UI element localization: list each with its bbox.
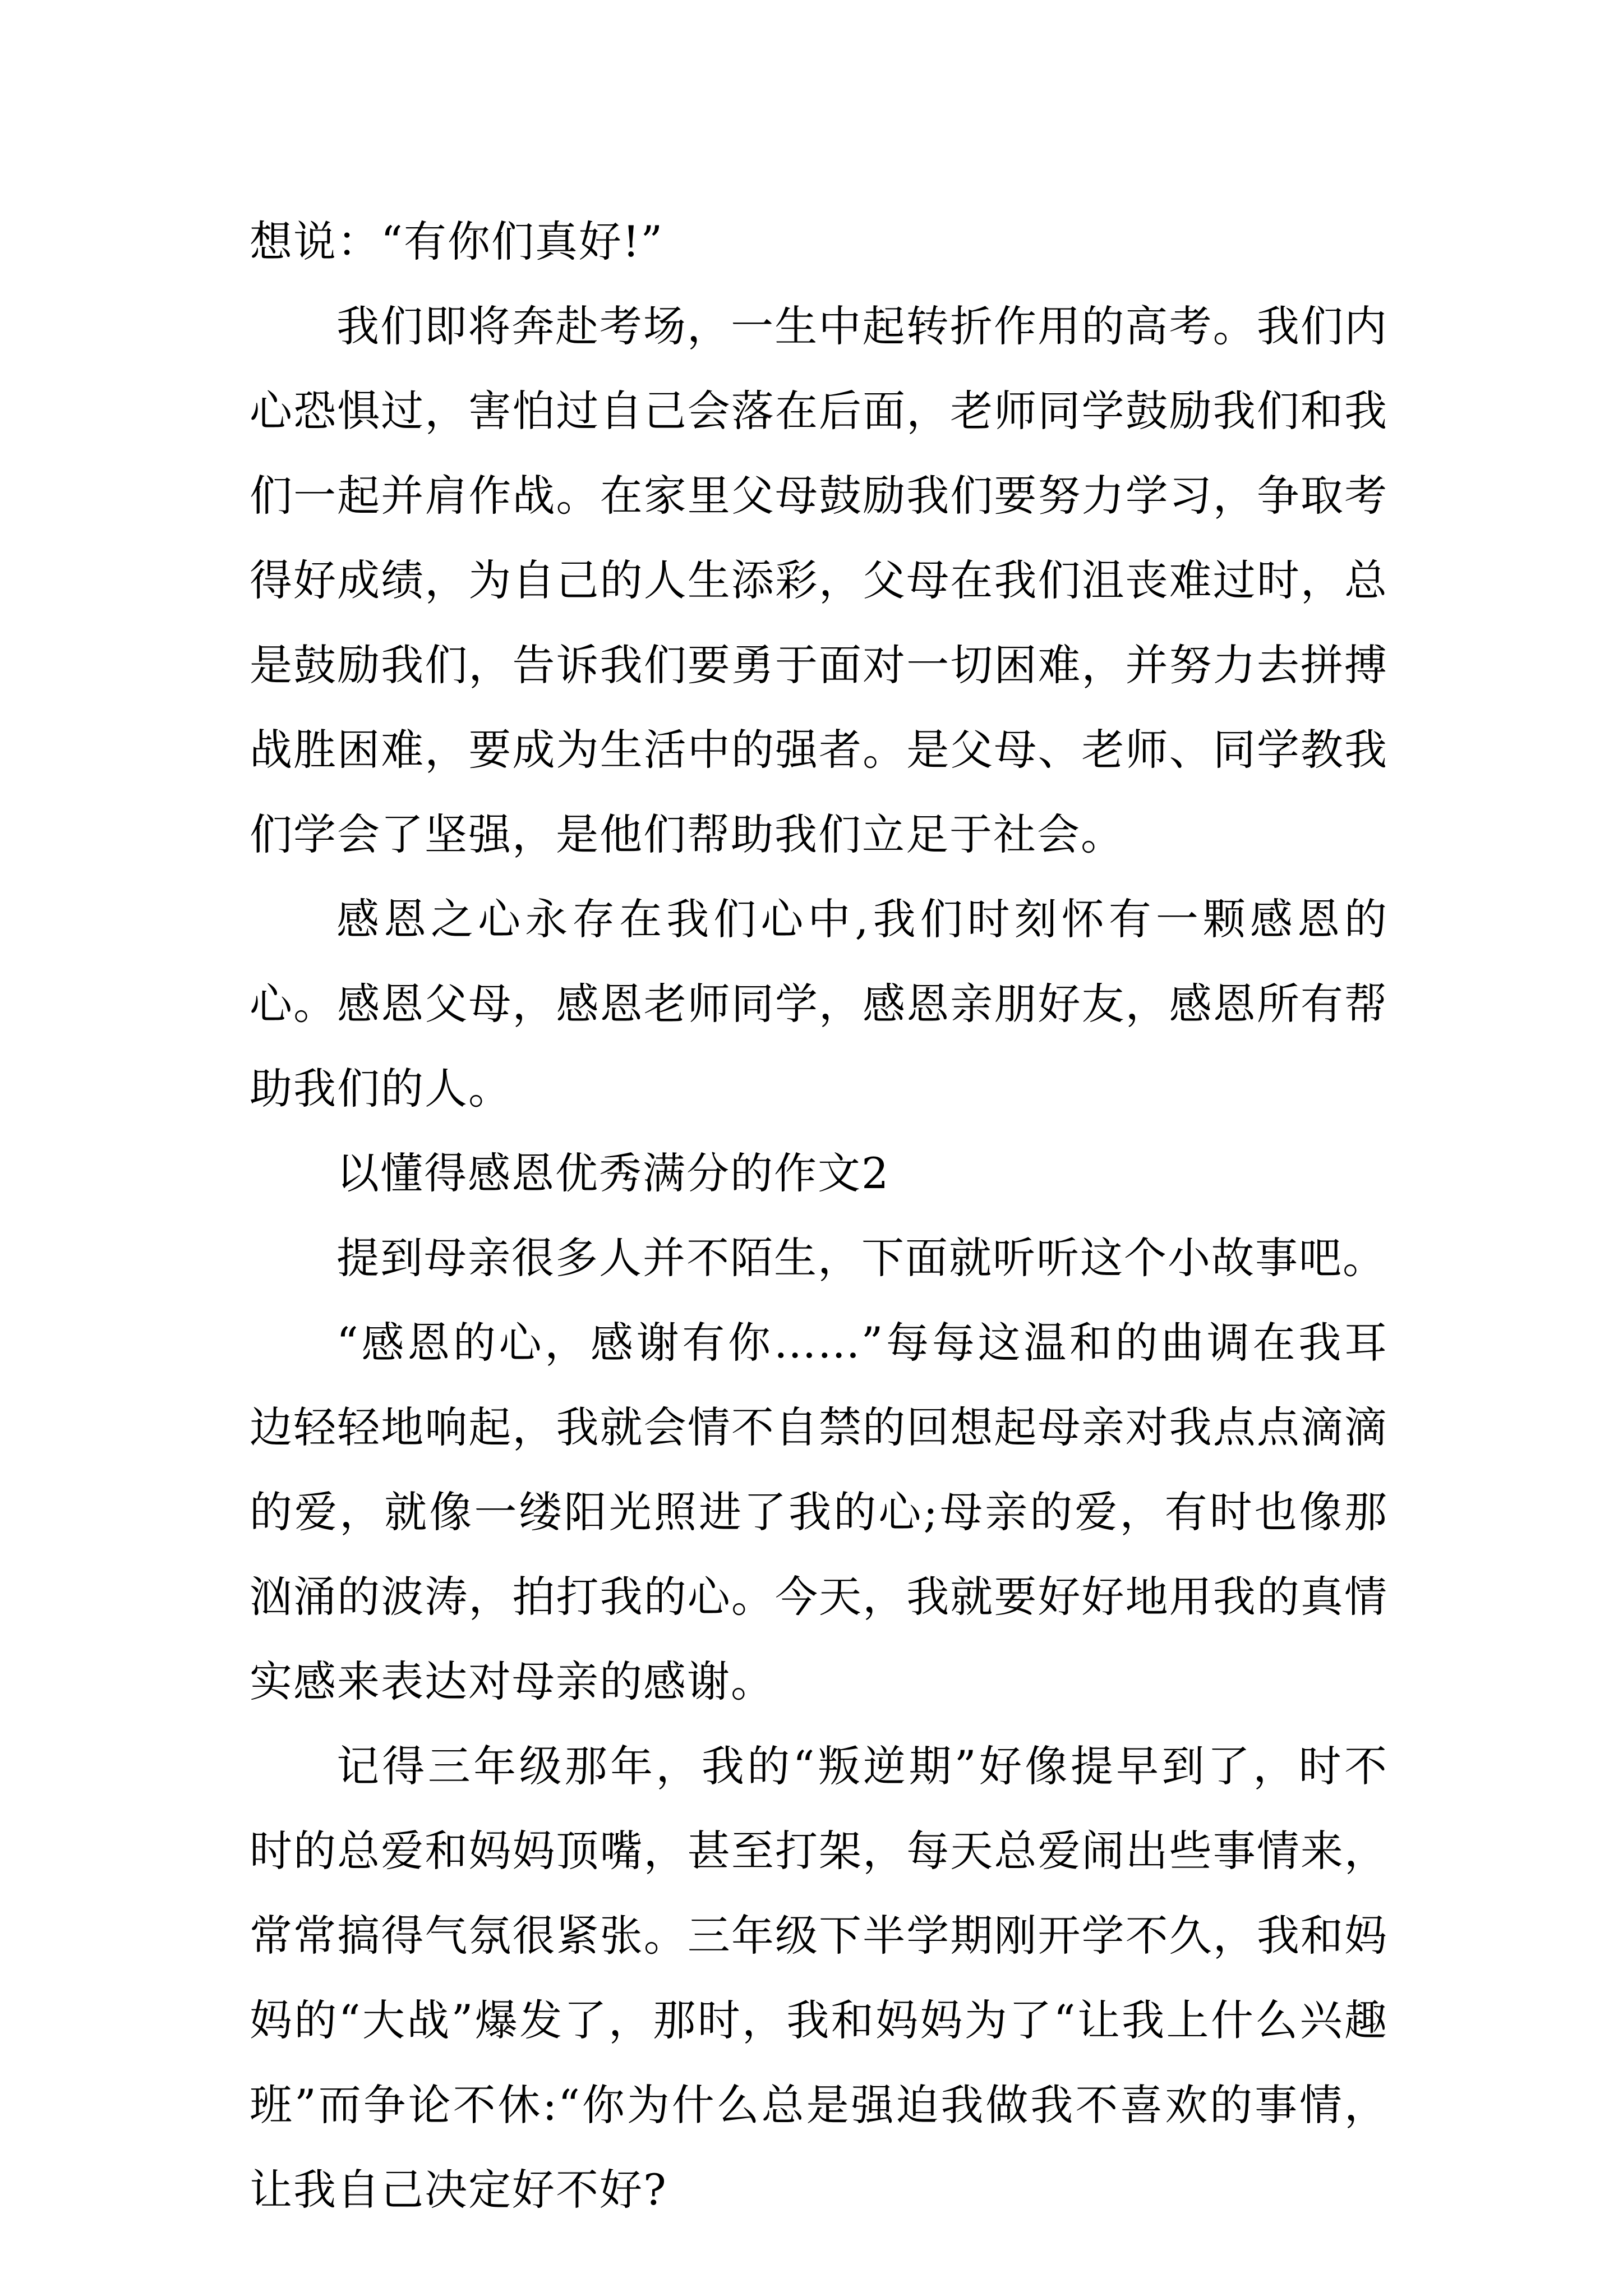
paragraph-gratitude: 感恩之心永存在我们心中,我们时刻怀有一颗感恩的心。感恩父母，感恩老师同学，感恩亲朋好友，感恩所有帮助我们的人。 — [250, 894, 1388, 1114]
essay-title-2: 以懂得感恩优秀满分的作文2 — [336, 1148, 890, 1198]
essay-body — [250, 199, 1388, 2232]
paragraph-continuation: 想说：“有你们真好!” — [250, 217, 664, 266]
paragraph-intro: 提到母亲很多人并不陌生，下面就听听这个小故事吧。 — [336, 1233, 1386, 1283]
paragraph-song: “感恩的心，感谢有你……”每每这温和的曲调在我耳边轻轻地响起，我就会情不自禁的回想起母亲对我点点滴滴的爱，就像一缕阳光照进了我的心;母亲的爱，有时也像那汹涌的波涛，拍打我的心。今天，我就要好好地用我的真情实感来表达对母亲的感谢。 — [250, 1318, 1388, 1706]
paragraph-memory: 记得三年级那年，我的“叛逆期”好像提早到了，时不时的总爱和妈妈顶嘴，甚至打架，每天总爱闹出些事情来，常常搞得气氛很紧张。三年级下半学期刚开学不久，我和妈妈的“大战”爆发了，那时，我和妈妈为了“让我上什么兴趣班”而争论不休:“你为什么总是强迫我做我不喜欢的事情，让我自己决定好不好? — [250, 1741, 1388, 2215]
paragraph-exam: 我们即将奔赴考场，一生中起转折作用的高考。我们内心恐惧过，害怕过自己会落在后面，老师同学鼓励我们和我们一起并肩作战。在家里父母鼓励我们要努力学习，争取考得好成绩，为自己的人生添彩，父母在我们沮丧难过时，总是鼓励我们，告诉我们要勇于面对一切困难，并努力去拼搏战胜困难，要成为生活中的强者。是父母、老师、同学教我们学会了坚强，是他们帮助我们立足于社会。 — [250, 301, 1388, 859]
